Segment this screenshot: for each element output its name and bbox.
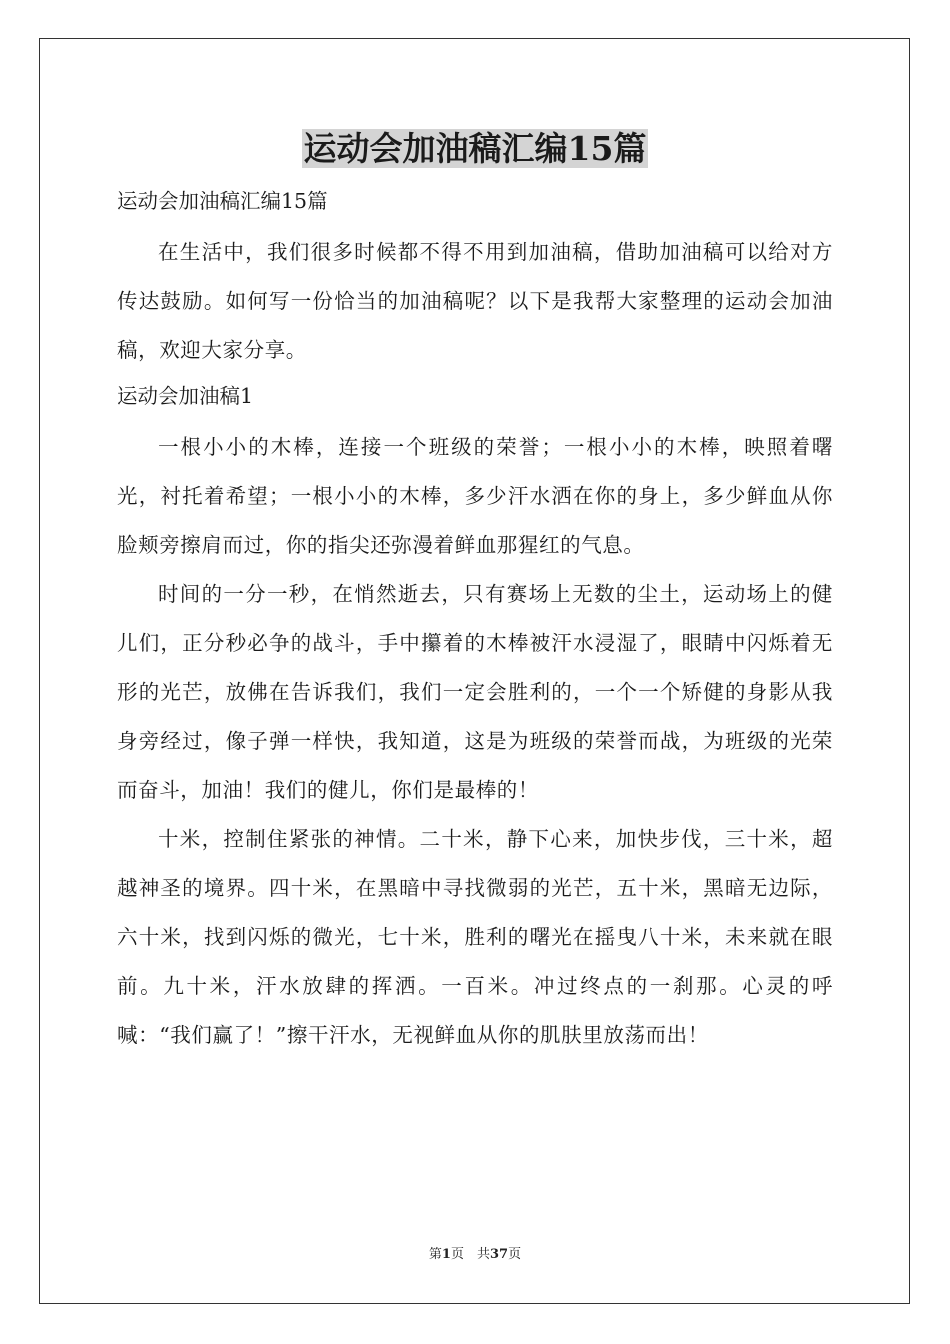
document-body bbox=[117, 180, 833, 1060]
page-number-mid: 页 共 bbox=[450, 1247, 490, 1262]
page-number-current: 1 bbox=[441, 1247, 451, 1262]
section-heading-1: 运动会加油稿1 bbox=[117, 384, 254, 408]
page-footer bbox=[0, 1246, 950, 1264]
document-title bbox=[0, 126, 950, 172]
page-number-suffix: 页 bbox=[508, 1247, 522, 1262]
document-subtitle: 运动会加油稿汇编15篇 bbox=[117, 189, 328, 213]
page-number-prefix: 第 bbox=[428, 1247, 442, 1262]
body-paragraph: 时间的一分一秒，在悄然逝去，只有赛场上无数的尘土，运动场上的健儿们，正分秒必争的战斗，手中攥着的木棒被汗水浸湿了，眼睛中闪烁着无形的光芒，放佛在告诉我们，我们一定会胜利的，一个一个矫健的身影从我身旁经过，像子弹一样快，我知道，这是为班级的荣誉而战，为班级的光荣而奋斗，加油！我们的健儿，你们是最棒的！ bbox=[117, 582, 833, 802]
body-paragraph: 一根小小的木棒，连接一个班级的荣誉；一根小小的木棒，映照着曙光，衬托着希望；一根小小的木棒，多少汗水洒在你的身上，多少鲜血从你脸颊旁擦肩而过，你的指尖还弥漫着鲜血那猩红的气息。 bbox=[117, 435, 833, 557]
intro-paragraph: 在生活中，我们很多时候都不得不用到加油稿，借助加油稿可以给对方传达鼓励。如何写一份恰当的加油稿呢？以下是我帮大家整理的运动会加油稿，欢迎大家分享。 bbox=[117, 240, 833, 362]
document-title-text: 运动会加油稿汇编15篇 bbox=[303, 129, 647, 168]
page-number-total: 37 bbox=[489, 1247, 509, 1262]
body-paragraph: 十米，控制住紧张的神情。二十米，静下心来，加快步伐，三十米，超越神圣的境界。四十米，在黑暗中寻找微弱的光芒，五十米，黑暗无边际，六十米，找到闪烁的微光，七十米，胜利的曙光在摇曳八十米，未来就在眼前。九十米，汗水放肆的挥洒。一百米。冲过终点的一刹那。心灵的呼喊：“我们赢了！”擦干汗水，无视鲜血从你的肌肤里放荡而出！ bbox=[117, 827, 833, 1047]
